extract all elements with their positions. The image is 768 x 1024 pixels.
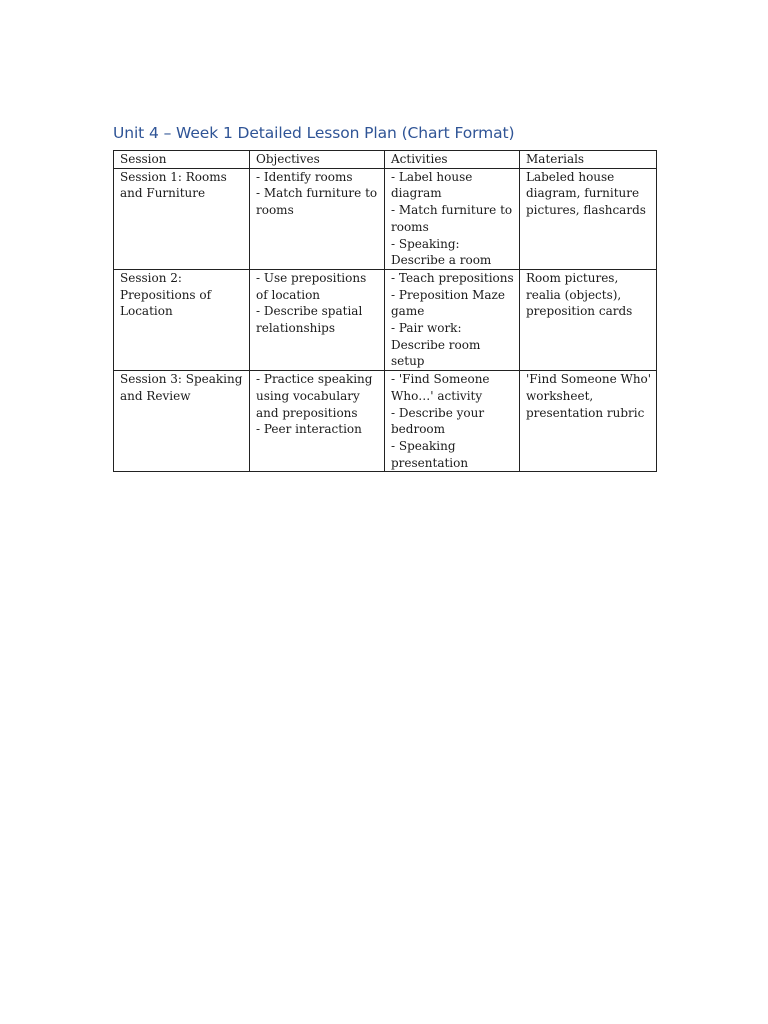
activities-cell [385,168,520,269]
header-session: Session [114,151,250,169]
activity-item: - Match furniture to rooms [391,203,513,234]
objectives-cell [250,371,385,472]
activity-item: - 'Find Someone Who…' activity [391,372,490,403]
lesson-plan-table [113,150,657,472]
materials-cell: Labeled house diagram, furniture pictures, flashcards [520,168,657,269]
activity-item: - Describe your bedroom [391,405,485,437]
activity-item: - Teach prepositions [391,270,514,285]
table-row [114,168,657,269]
activity-item: - Label house diagram [391,169,473,201]
page-title: Unit 4 – Week 1 Detailed Lesson Plan (Chart Format) [113,124,515,142]
activity-item: - Speaking: Describe a room [391,236,492,268]
header-materials: Materials [520,151,657,169]
objectives-cell [250,168,385,269]
objective-item: - Identify rooms [256,169,353,184]
session-cell: Session 2: Prepositions of Location [114,269,250,370]
materials-cell: 'Find Someone Who' worksheet, presentation rubric [520,371,657,472]
table-row [114,371,657,472]
objective-item: - Peer interaction [256,422,362,437]
activity-item: - Pair work: Describe room setup [391,321,481,369]
header-activities: Activities [385,151,520,169]
activities-cell [385,371,520,472]
header-objectives: Objectives [250,151,385,169]
activities-cell [385,269,520,370]
objective-item: - Match furniture to rooms [256,186,378,218]
session-cell: Session 1: Rooms and Furniture [114,168,250,269]
objective-item: - Describe spatial relationships [256,304,363,336]
session-cell: Session 3: Speaking and Review [114,371,250,472]
activity-item: - Speaking presentation [391,438,469,470]
materials-cell: Room pictures, realia (objects), preposition cards [520,269,657,370]
objective-item: - Practice speaking using vocabulary and prepositions [256,372,373,420]
objectives-cell [250,269,385,370]
table-header-row [114,151,657,169]
objective-item: - Use prepositions of location [256,270,367,302]
table-row [114,269,657,370]
activity-item: - Preposition Maze game [391,287,505,319]
